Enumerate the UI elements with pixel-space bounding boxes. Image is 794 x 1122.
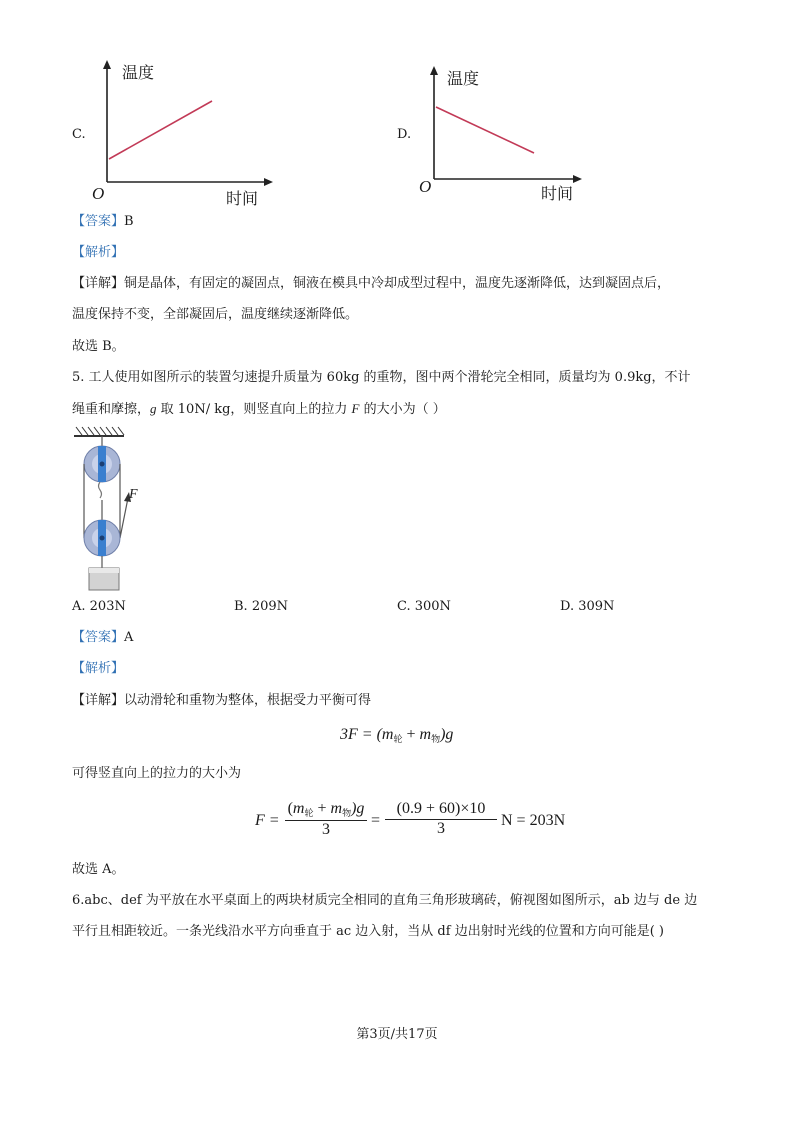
option-d-temperature-line — [436, 107, 534, 153]
q5-stem-line2: 绳重和摩擦，g 取 10N/ kg，则竖直向上的拉力 F 的大小为（ ） — [72, 401, 446, 417]
fraction-2: (0.9 + 60)×10 3 — [385, 800, 497, 838]
q5-option-d[interactable]: D. 309N — [560, 599, 615, 614]
option-c-origin: O — [92, 184, 105, 203]
q5-answer-line — [72, 629, 133, 647]
option-c-temperature-line — [109, 101, 212, 159]
q4-answer-line — [72, 213, 134, 231]
answer-tag: 【答案】 — [72, 630, 125, 645]
question-number: 6. — [72, 893, 85, 908]
q4-detail-line1: 【详解】铜是晶体，有固定的凝固点，铜液在模具中冷却成型过程中，温度先逐渐降低，达到凝固点后， — [72, 276, 671, 291]
option-d-origin: O — [419, 177, 432, 196]
q6-stem-line2: 平行且相距较近。一条光线沿水平方向垂直于 ac 边入射，当从 df 边出射时光线的位置和方向可能是( ) — [72, 924, 664, 939]
option-d-y-axis-label: 温度 — [447, 69, 480, 88]
option-c-x-axis-label: 时间 — [226, 189, 259, 208]
fraction-1: $(m_轮 + m_物)g$ 3 — [285, 800, 367, 839]
detail-tag: 【详解】 — [72, 276, 125, 291]
q5-option-b[interactable]: B. 209N — [234, 599, 289, 614]
pulley-system-figure — [70, 424, 160, 594]
q5-then-line: 可得竖直向上的拉力的大小为 — [72, 766, 242, 781]
force-label: F — [129, 487, 138, 502]
q5-option-c[interactable]: C. 300N — [397, 599, 451, 614]
page-footer: 第3页/共17页 — [356, 1027, 438, 1042]
answer-tag: 【答案】 — [72, 214, 125, 229]
q5-detail-line: 【详解】以动滑轮和重物为整体，根据受力平衡可得 — [72, 693, 372, 708]
q6-stem-line1: 6.abc、def 为平放在水平桌面上的两块材质完全相同的直角三角形玻璃砖，俯视图如图所示，ab 边与 de 边 — [72, 893, 698, 908]
weight-block — [89, 568, 119, 590]
q5-option-a[interactable]: A. 203N — [72, 599, 126, 614]
option-c-y-axis-label: 温度 — [122, 63, 155, 82]
detail-tag: 【详解】 — [72, 693, 125, 708]
question-number: 5. — [72, 370, 85, 385]
q4-choose: 故选 B。 — [72, 339, 125, 354]
equation-1: $3F = (m_轮 + m_物)g$ — [340, 726, 454, 744]
option-d-x-axis-label: 时间 — [541, 184, 574, 203]
q4-detail-line2: 温度保持不变，全部凝固后，温度继续逐渐降低。 — [72, 307, 359, 322]
q5-choose: 故选 A。 — [72, 862, 125, 877]
option-d-label: D. — [397, 127, 412, 142]
movable-pulley — [84, 520, 120, 556]
answer-value: A — [124, 630, 134, 645]
q5-stem-line1: 5. 工人使用如图所示的装置匀速提升质量为 60kg 的重物，图中两个滑轮完全相同，质量均为 0.9kg，不计 — [72, 370, 691, 385]
option-c-label: C. — [72, 127, 86, 142]
analysis-tag: 【解析】 — [72, 245, 125, 260]
fixed-pulley — [84, 446, 120, 482]
analysis-tag: 【解析】 — [72, 661, 125, 676]
answer-value: B — [124, 214, 134, 229]
